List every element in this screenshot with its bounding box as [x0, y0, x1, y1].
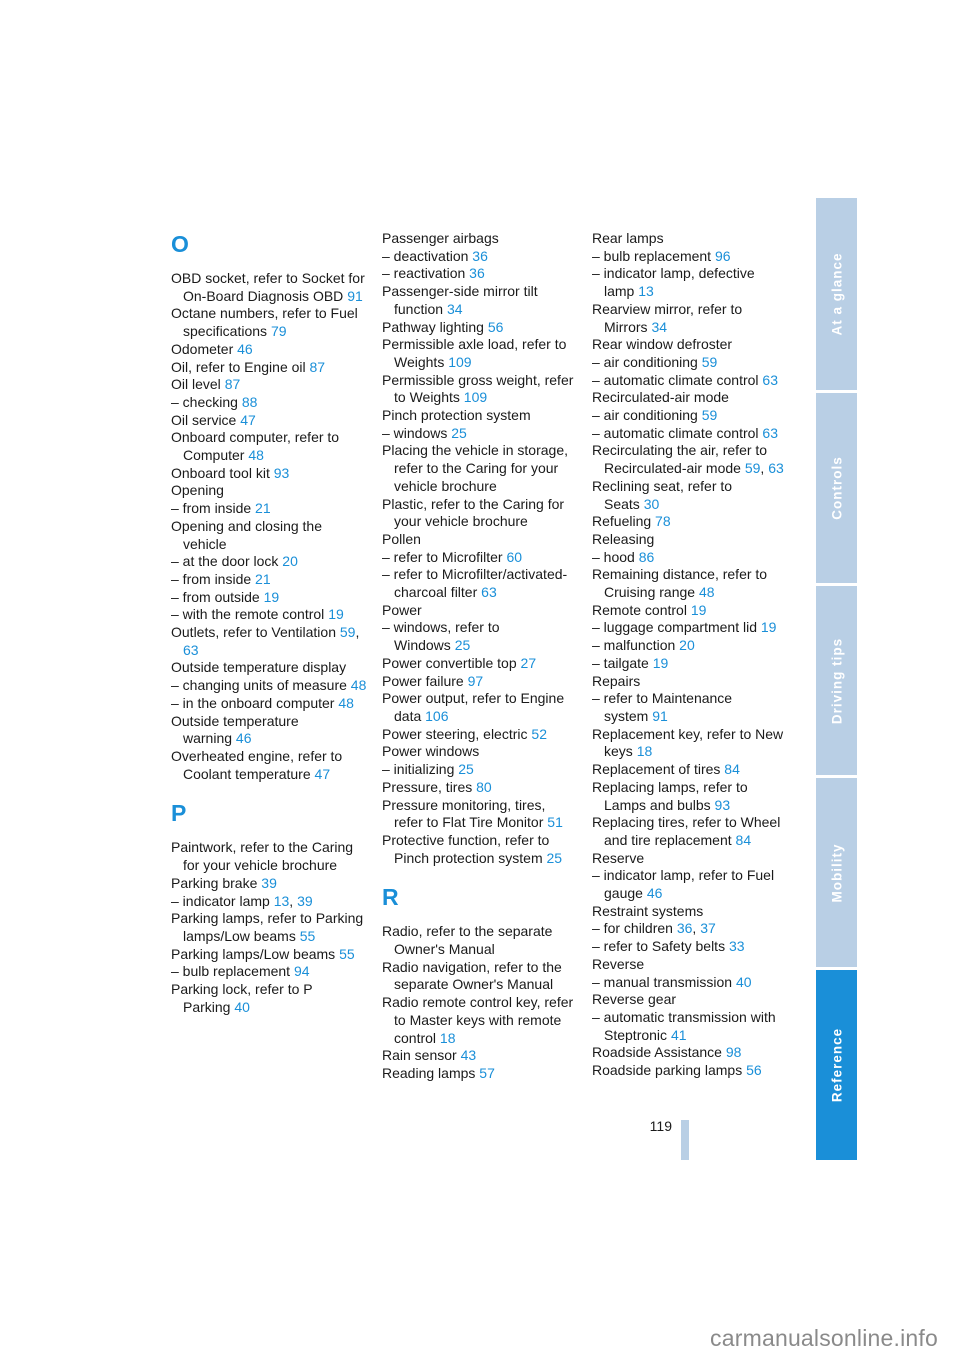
index-entry	[592, 850, 788, 868]
page-link[interactable]: 96	[714, 247, 731, 264]
index-entry	[382, 425, 578, 443]
page-link[interactable]: 47	[314, 765, 331, 782]
page-link[interactable]: 36	[676, 920, 693, 937]
page-link[interactable]: 109	[448, 353, 472, 370]
entry-text: Remaining distance, refer to Cruising range	[592, 566, 768, 601]
index-entry	[592, 301, 788, 336]
entry-text: Oil level	[171, 376, 221, 393]
index-entry	[171, 963, 367, 981]
entry-text: Opening and closing the vehicle	[171, 517, 322, 552]
entry-text: – for children	[592, 920, 673, 937]
entry-text: Roadside Assistance	[592, 1044, 722, 1061]
index-entry	[592, 655, 788, 673]
page-link[interactable]: 87	[224, 376, 241, 393]
entry-text: Parking lock, refer to P Parking	[171, 981, 313, 1015]
index-entry	[592, 248, 788, 266]
page-link[interactable]: 40	[234, 998, 250, 1015]
index-entry	[171, 412, 367, 430]
index-entry	[382, 531, 578, 549]
page-link[interactable]: 43	[460, 1047, 477, 1064]
page-link[interactable]: 56	[746, 1062, 762, 1079]
page-link[interactable]: 25	[454, 637, 471, 654]
entry-text: – checking	[171, 393, 238, 410]
index-entry	[592, 1062, 788, 1080]
entry-text: Plastic, refer to the Caring for your vehicle brochure	[382, 495, 565, 530]
entry-text: Radio, refer to the separate Owner's Manual	[382, 923, 553, 958]
index-entry	[592, 956, 788, 974]
index-column-2	[382, 230, 578, 1083]
index-entry	[592, 513, 788, 531]
section-letter-o: O	[171, 231, 190, 257]
entry-text: – deactivation	[382, 247, 469, 264]
entry-text: – refer to Microfilter/activated-charcoal filter	[382, 566, 568, 601]
page-link[interactable]: 19	[263, 588, 280, 605]
entry-text: Roadside parking lamps	[592, 1062, 743, 1079]
page-link[interactable]: 36	[472, 247, 488, 264]
entry-text: – initializing	[382, 761, 455, 778]
tab-label: At a glance	[829, 252, 844, 336]
entry-text: Overheated engine, refer to Coolant temperature	[171, 747, 343, 782]
entry-text: – refer to Microfilter	[382, 548, 503, 565]
index-entry	[592, 230, 788, 248]
index-entry: – for children 36, 37	[592, 920, 716, 937]
index-entry	[592, 478, 788, 513]
entry-text: Permissible gross weight, refer to Weights	[382, 371, 574, 406]
entry-text: Parking lamps/Low beams	[171, 945, 336, 962]
entry-text: Reclining seat, refer to Seats	[592, 477, 733, 512]
entry-text: – bulb replacement	[592, 247, 712, 264]
page-link[interactable]: 84	[735, 831, 752, 848]
entry-text: – windows, refer to Windows	[382, 619, 500, 654]
page-link[interactable]: 86	[638, 548, 655, 565]
entry-text: Parking brake	[171, 874, 258, 891]
entry-text: Reading lamps	[382, 1064, 476, 1081]
index-column-3	[592, 230, 788, 1080]
watermark: carmanualsonline.info	[710, 1325, 938, 1351]
index-entry	[171, 839, 367, 874]
page-link[interactable]: 19	[690, 601, 707, 618]
entry-text: Pinch protection system	[382, 407, 531, 424]
page-link[interactable]: 80	[476, 778, 492, 795]
page-link[interactable]: 34	[651, 318, 668, 335]
entry-text: Onboard tool kit	[171, 464, 270, 481]
page-link[interactable]: 33	[728, 938, 745, 955]
index-entry	[382, 407, 578, 425]
index-entry	[171, 659, 367, 677]
tab-label: Driving tips	[829, 637, 844, 724]
index-entry	[592, 425, 788, 443]
entry-text: – hood	[592, 548, 635, 565]
page-link[interactable]: 88	[241, 393, 258, 410]
index-entry	[382, 549, 578, 567]
page-link[interactable]: 36	[469, 265, 485, 282]
page-link[interactable]: 93	[714, 796, 731, 813]
index-entry	[171, 359, 367, 377]
index-entry	[171, 571, 367, 589]
entry-text: Placing the vehicle in storage, refer to the Caring for your vehicle brochure	[382, 442, 568, 494]
index-entry	[382, 779, 578, 797]
entry-text: – indicator lamp, defective lamp	[592, 265, 755, 300]
index-entry	[592, 1044, 788, 1062]
index-entry	[592, 265, 788, 300]
entry-text: Remote control	[592, 601, 687, 618]
entry-text: – reactivation	[382, 265, 466, 282]
index-entry	[592, 549, 788, 567]
entry-text: – bulb replacement	[171, 963, 291, 980]
index-entry	[382, 797, 578, 832]
index-entry	[592, 991, 788, 1009]
page-link[interactable]: 56	[487, 318, 504, 335]
entry-text: Outside temperature display	[171, 659, 347, 676]
entry-text: Recirculating the air, refer to Recirculated-air mode	[592, 442, 768, 477]
entry-text: – air conditioning	[592, 353, 698, 370]
index-entry	[171, 376, 367, 394]
index-entry	[171, 553, 367, 571]
entry-text: Outside temperature warning	[171, 712, 299, 747]
index-entry	[171, 946, 367, 964]
page-link[interactable]: 63	[762, 424, 778, 441]
entry-text: Releasing	[592, 530, 655, 547]
tab-reference[interactable]	[816, 970, 857, 1160]
index-entry	[171, 500, 367, 518]
page-link[interactable]: 41	[670, 1026, 687, 1043]
page-link[interactable]: 106	[425, 707, 449, 724]
page-link[interactable]: 19	[328, 606, 344, 623]
page-link[interactable]: 25	[546, 849, 563, 866]
index-entry	[171, 695, 367, 713]
entry-text: Radio remote control key, refer to Master keys with remote control	[382, 994, 574, 1046]
page-link[interactable]: 48	[338, 694, 354, 711]
entry-text: – refer to Safety belts	[592, 938, 726, 955]
index-entry	[171, 482, 367, 500]
index-entry	[382, 283, 578, 318]
entry-text: – air conditioning	[592, 407, 698, 424]
page-link[interactable]: 98	[725, 1044, 742, 1061]
page-link[interactable]: 52	[531, 725, 547, 742]
entry-text: Radio navigation, refer to the separate Owner's Manual	[382, 958, 562, 993]
index-entry	[382, 496, 578, 531]
section-letter-p: P	[171, 800, 187, 827]
index-entry	[592, 389, 788, 407]
entry-text: – at the door lock	[171, 553, 279, 570]
tab-label: Mobility	[829, 843, 844, 902]
index-entry: Outlets, refer to Ventilation 59, 63	[171, 624, 360, 658]
index-entry	[382, 1065, 578, 1083]
index-entry	[382, 726, 578, 744]
entry-text: Power convertible top	[382, 654, 517, 671]
index-entry	[382, 655, 578, 673]
page-link[interactable]: 46	[646, 885, 663, 902]
index-entry	[592, 372, 788, 390]
page-link[interactable]: 39	[297, 892, 313, 909]
page-link[interactable]: 39	[261, 874, 277, 891]
index-entry	[382, 959, 578, 994]
entry-text: Pathway lighting	[382, 318, 484, 335]
entry-text: – refer to Maintenance system	[592, 690, 733, 724]
page-number-bar	[681, 1120, 689, 1160]
page-link[interactable]: 48	[350, 677, 367, 694]
entry-text: Oil, refer to Engine oil	[171, 358, 306, 375]
entry-text: Odometer	[171, 340, 234, 357]
index-entry	[592, 779, 788, 814]
page-link[interactable]: 40	[735, 973, 752, 990]
index-entry	[382, 602, 578, 620]
index-entry	[382, 248, 578, 266]
page-link[interactable]: 59	[701, 407, 718, 424]
index-entry	[592, 566, 788, 601]
entry-text: Power failure	[382, 672, 464, 689]
entry-text: Reverse gear	[592, 991, 677, 1008]
index-entry	[382, 673, 578, 691]
page-link[interactable]: 78	[655, 513, 671, 530]
entry-text: Reserve	[592, 849, 645, 866]
page-link[interactable]: 18	[636, 743, 653, 760]
index-entry	[171, 910, 367, 945]
page-link[interactable]: 34	[446, 300, 463, 317]
entry-text: – with the remote control	[171, 606, 325, 623]
index-entry	[592, 814, 788, 849]
tab-label: Reference	[829, 1027, 844, 1103]
index-entry	[382, 1047, 578, 1065]
entry-text: Power steering, electric	[382, 725, 528, 742]
entry-text: Rain sensor	[382, 1047, 457, 1064]
entry-text: – windows	[382, 424, 448, 441]
entry-text: Opening	[171, 482, 224, 499]
entry-text: – manual transmission	[592, 973, 733, 990]
index-entry	[382, 761, 578, 779]
entry-text: Permissible axle load, refer to Weights	[382, 336, 567, 370]
index-entry	[592, 1009, 788, 1044]
section-letter-r: R	[382, 884, 400, 911]
entry-text: – from inside	[171, 500, 252, 517]
page-link[interactable]: 51	[547, 814, 563, 831]
index-entry	[592, 867, 788, 902]
index-entry: – indicator lamp 13, 39	[171, 892, 313, 909]
index-entry	[592, 726, 788, 761]
entry-text: – from outside	[171, 588, 260, 605]
entry-text: Pressure, tires	[382, 778, 473, 795]
entry-text: Octane numbers, refer to Fuel specifications	[171, 305, 358, 340]
page-link[interactable]: 13	[638, 283, 654, 300]
index-entry	[592, 531, 788, 549]
index-entry	[592, 354, 788, 372]
entry-text: OBD socket, refer to Socket for On-Board Diagnosis OBD	[171, 270, 365, 304]
entry-text: Passenger airbags	[382, 230, 499, 246]
index-entry	[382, 619, 578, 654]
index-entry	[592, 673, 788, 691]
page-number: 119	[649, 1118, 672, 1134]
page-link[interactable]: 55	[339, 945, 355, 962]
index-entry	[592, 938, 788, 956]
entry-text: Oil service	[171, 411, 237, 428]
page-link[interactable]: 109	[463, 389, 488, 406]
page-link[interactable]: 48	[248, 447, 264, 464]
page-link[interactable]: 59	[701, 353, 718, 370]
page-link[interactable]: 30	[643, 495, 660, 512]
entry-text: Power output, refer to Engine data	[382, 690, 565, 724]
index-entry	[171, 341, 367, 359]
page-link[interactable]: 19	[652, 654, 669, 671]
index-entry	[171, 677, 367, 695]
index-entry	[382, 230, 578, 248]
tab-controls[interactable]	[816, 393, 857, 583]
index-entry	[592, 619, 788, 637]
index-entry	[382, 832, 578, 867]
entry-text: – in the onboard computer	[171, 694, 335, 711]
page-link[interactable]: 18	[439, 1029, 456, 1046]
page-link[interactable]: 55	[299, 927, 316, 944]
index-entry	[592, 903, 788, 921]
page-link[interactable]: 93	[273, 464, 290, 481]
page-link[interactable]: 84	[724, 761, 740, 778]
index-entry	[592, 407, 788, 425]
entry-text: Reverse	[592, 955, 645, 972]
page-link[interactable]: 63	[481, 584, 497, 601]
page-link[interactable]: 97	[467, 672, 484, 689]
page-link[interactable]: 60	[506, 548, 523, 565]
entry-text: Pollen	[382, 530, 421, 547]
index-entry: Recirculating the air, refer to Recirculated-air mode 59, 63	[592, 442, 784, 477]
entry-text: – automatic climate control	[592, 424, 759, 441]
index-entry	[171, 981, 367, 1016]
entry-text: – luggage compartment lid	[592, 619, 757, 636]
index-entry	[382, 566, 578, 601]
entry-text: Rearview mirror, refer to Mirrors	[592, 300, 743, 335]
index-entry	[382, 743, 578, 761]
index-entry	[592, 637, 788, 655]
index-entry	[171, 518, 367, 553]
entry-text: Parking lamps, refer to Parking lamps/Low beams	[171, 910, 364, 944]
page-link[interactable]: 59	[339, 624, 356, 641]
entry-text: – from inside	[171, 570, 252, 587]
page-link[interactable]: 25	[458, 761, 474, 778]
page-link[interactable]: 94	[293, 963, 310, 980]
index-entry	[592, 974, 788, 992]
entry-text: Recirculated-air mode	[592, 389, 729, 406]
page-link[interactable]: 27	[520, 654, 537, 671]
entry-text: – automatic climate control	[592, 371, 759, 388]
index-entry	[171, 748, 367, 783]
tab-driving-tips[interactable]	[816, 586, 857, 775]
page-link[interactable]: 87	[309, 358, 326, 375]
index-entry	[382, 372, 578, 407]
page-link[interactable]: 21	[255, 570, 271, 587]
page-link[interactable]: 47	[240, 411, 256, 428]
entry-text: Restraint systems	[592, 902, 704, 919]
page-link[interactable]: 46	[237, 340, 253, 357]
page-link[interactable]: 20	[679, 637, 695, 654]
entry-text: Power	[382, 601, 422, 618]
page-link[interactable]: 21	[255, 500, 271, 517]
entry-text: Rear window defroster	[592, 336, 733, 353]
page-link[interactable]: 91	[347, 287, 363, 304]
entry-text: Onboard computer, refer to Computer	[171, 429, 340, 464]
index-entry	[592, 690, 788, 725]
page-link[interactable]: 63	[768, 460, 784, 477]
index-entry	[171, 875, 367, 893]
entry-text: Replacing tires, refer to Wheel and tire replacement	[592, 814, 781, 848]
index-entry	[382, 265, 578, 283]
page-link[interactable]: 20	[282, 553, 298, 570]
index-entry	[382, 442, 578, 495]
page-link[interactable]: 91	[652, 707, 668, 724]
index-entry	[171, 589, 367, 607]
page-link[interactable]: 25	[451, 424, 467, 441]
entry-text: – tailgate	[592, 654, 649, 671]
entry-text: – automatic transmission with Steptronic	[592, 1008, 776, 1043]
entry-text: Outlets, refer to Ventilation	[171, 624, 336, 641]
page-link[interactable]: 13	[273, 892, 290, 909]
page-link[interactable]: 63	[183, 641, 199, 658]
entry-text: Repairs	[592, 672, 641, 689]
index-entry	[382, 319, 578, 337]
index-entry	[171, 465, 367, 483]
entry-text: – indicator lamp, refer to Fuel gauge	[592, 867, 775, 902]
entry-text: Passenger-side mirror tilt function	[382, 283, 538, 317]
index-entry	[592, 761, 788, 779]
page-link[interactable]: 37	[700, 920, 716, 937]
page-link[interactable]: 19	[760, 619, 777, 636]
tab-label: Controls	[829, 456, 844, 520]
index-entry	[171, 429, 367, 464]
page-link[interactable]: 46	[235, 730, 252, 747]
entry-text: Replacement key, refer to New keys	[592, 725, 784, 760]
entry-text: Power windows	[382, 743, 480, 760]
index-entry	[171, 394, 367, 412]
entry-text: Paintwork, refer to the Caring for your vehicle brochure	[171, 839, 354, 874]
entry-text: Protective function, refer to Pinch protection system	[382, 831, 550, 866]
tab-mobility[interactable]	[816, 778, 857, 967]
index-entry	[171, 305, 367, 340]
entry-text: Rear lamps	[592, 230, 664, 246]
index-entry	[382, 336, 578, 371]
entry-text: Replacing lamps, refer to Lamps and bulbs	[592, 778, 748, 813]
tab-at-a-glance[interactable]	[816, 198, 857, 390]
page-link[interactable]: 48	[698, 584, 715, 601]
index-entry	[171, 606, 367, 624]
index-entry	[171, 270, 367, 305]
page-link[interactable]: 63	[762, 371, 778, 388]
index-entry	[382, 690, 578, 725]
entry-text: Replacement of tires	[592, 761, 721, 778]
page-link[interactable]: 57	[479, 1064, 495, 1081]
entry-text: Refueling	[592, 513, 652, 530]
entry-text: Pressure monitoring, tires, refer to Flat Tire Monitor	[382, 796, 546, 831]
index-entry	[171, 713, 367, 748]
page-link[interactable]: 79	[270, 323, 287, 340]
entry-text: – changing units of measure	[171, 677, 347, 694]
entry-text: – malfunction	[592, 637, 676, 654]
index-column-1	[171, 230, 367, 1016]
index-entry	[592, 602, 788, 620]
index-entry	[592, 336, 788, 354]
index-entry	[382, 994, 578, 1047]
index-entry	[382, 923, 578, 958]
page-link[interactable]: 59	[744, 460, 761, 477]
entry-text: – indicator lamp	[171, 892, 270, 909]
